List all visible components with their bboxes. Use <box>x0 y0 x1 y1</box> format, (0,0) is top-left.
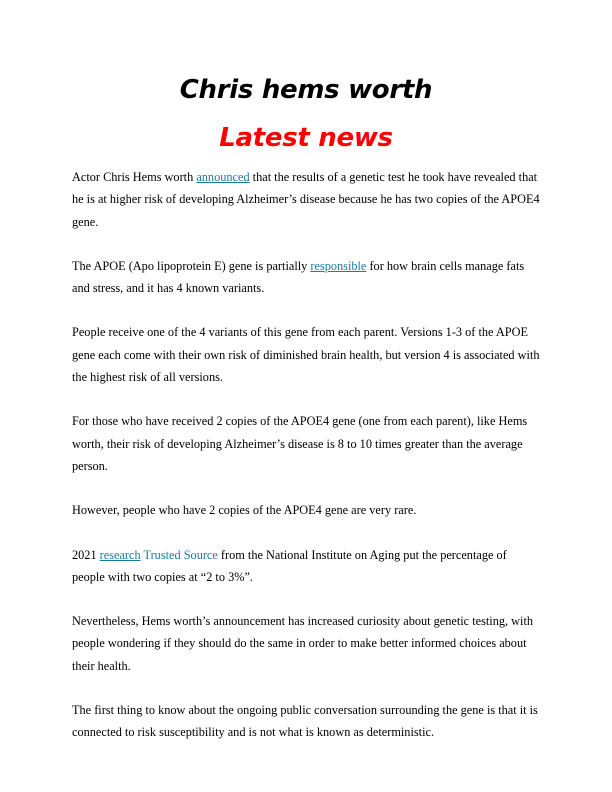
paragraph-rare: However, people who have 2 copies of the APOE4 gene are very rare. <box>72 503 417 518</box>
announced-link[interactable]: announced <box>196 170 250 184</box>
paragraph-deterministic: The first thing to know about the ongoing public conversation surrounding the gene is that it is connected to risk susceptibility and is not what is known as deterministic. <box>72 703 538 740</box>
paragraph-risk: For those who have received 2 copies of the APOE4 gene (one from each parent), like Hems worth, their risk of developing Alzheimer’s disease is 8 to 10 times greater than the average person. <box>72 414 528 473</box>
document-title: Chris hems worth <box>179 75 433 105</box>
article-body <box>72 166 542 766</box>
paragraph-text: Actor Chris Hems worth <box>72 170 197 184</box>
trusted-source-link[interactable]: Trusted Source <box>143 547 218 562</box>
paragraph-variants: People receive one of the 4 variants of this gene from each parent. Versions 1-3 of the APOE gene each come with their own risk of diminished brain health, but version 4 is associated with the highest risk of all versions. <box>72 325 540 385</box>
paragraph-text: 2021 <box>72 547 100 562</box>
paragraph-text: that the results of a genetic test he took have revealed that he is at higher risk of developing Alzheimer’s disease because he has two copies of the APOE4 gene. <box>72 170 540 229</box>
paragraph-apoe-gene <box>72 255 542 300</box>
responsible-link[interactable]: responsible <box>310 258 367 273</box>
research-link[interactable]: research <box>99 547 141 562</box>
paragraph-announcement <box>72 166 542 233</box>
document-subtitle: Latest news <box>219 123 393 153</box>
paragraph-research <box>72 544 542 589</box>
paragraph-text: for how brain cells manage fats and stress, and it has 4 known variants. <box>72 258 525 296</box>
paragraph-text: The APOE (Apo lipoprotein E) gene is partially <box>72 258 311 273</box>
paragraph-curiosity: Nevertheless, Hems worth’s announcement has increased curiosity about genetic testing, with people wondering if they should do the same in order to make better informed choices about their health. <box>72 614 534 673</box>
paragraph-text: from the National Institute on Aging put the percentage of people with two copies at “2 to 3%”. <box>72 547 507 584</box>
